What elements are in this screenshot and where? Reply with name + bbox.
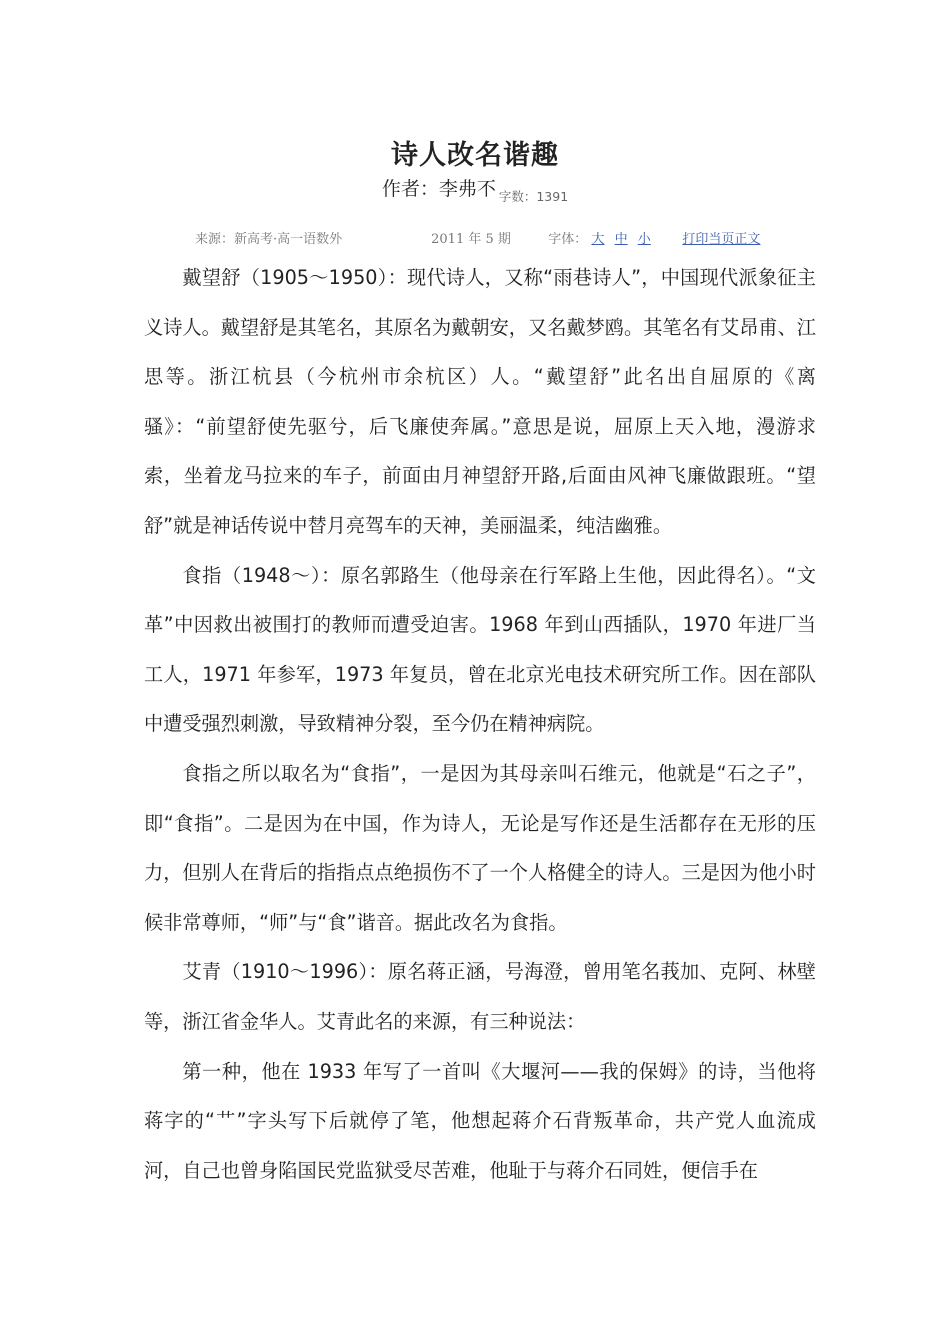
paragraph: 艾青（1910～1996）：原名蒋正涵，号海澄，曾用笔名莪加、克阿、林壁等，浙江省金华人。艾青此名的来源，有三种说法： — [144, 960, 816, 1033]
source-text: 来源：新高考·高一语数外 — [195, 232, 343, 247]
paragraph: 食指之所以取名为“食指”，一是因为其母亲叫石维元，他就是“石之子”，即“食指”。二是因为在中国，作为诗人，无论是写作还是生活都存在无形的压力，但别人在背后的指指点点绝损伤不了一个人格健全的诗人。三是因为他小时候非常尊师，“师”与“食”谐音。据此改名为食指。 — [144, 761, 816, 934]
paragraph: 食指（1948～）：原名郭路生（他母亲在行军路上生他，因此得名）。“文革”中因救出被围打的教师而遭受迫害。1968 年到山西插队，1970 年进厂当工人，1971 年参军，1973 年复员，曾在北京光电技术研究所工作。因在部队中遭受强烈刺激，导致精神分裂，至今仍在精神病院。 — [144, 563, 816, 736]
word-count: 字数：1391 — [498, 189, 569, 204]
paragraph: 第一种，他在 1933 年写了一首叫《大堰河——我的保姆》的诗，当他将蒋字的“艹”字头写下后就停了笔，他想起蒋介石背叛革命，共产党人血流成河，自己也曾身陷国民党监狱受尽苦难，他耻于与蒋介石同姓，便信手在 — [144, 1059, 816, 1182]
author-name: 李弗不 — [438, 178, 496, 200]
font-size-large-link[interactable]: 大 — [591, 232, 605, 247]
font-size-small-link[interactable]: 小 — [637, 232, 651, 247]
font-size-controls — [548, 228, 678, 247]
author-label: 作者： — [381, 178, 439, 200]
article-title: 诗人改名谐趣 — [391, 140, 559, 171]
byline — [0, 174, 950, 204]
paragraph: 戴望舒（1905～1950）：现代诗人，又称“雨巷诗人”，中国现代派象征主义诗人。戴望舒是其笔名，其原名为戴朝安，又名戴梦鸥。其笔名有艾昂甫、江思等。浙江杭县（今杭州市余杭区）人。“戴望舒”此名出自屈原的《离骚》：“前望舒使先驱兮，后飞廉使奔属。”意思是说，屈原上天入地，漫游求索，坐着龙马拉来的车子，前面由月神望舒开路,后面由风神飞廉做跟班。“望舒”就是神话传说中替月亮驾车的天神，美丽温柔，纯洁幽雅。 — [144, 266, 816, 537]
font-size-label: 字体： — [548, 232, 588, 247]
meta-bar — [195, 228, 815, 247]
article-body — [144, 253, 816, 1195]
issue-date: 2011 年 5 期 — [431, 232, 511, 247]
font-size-medium-link[interactable]: 中 — [614, 232, 628, 247]
print-page-link[interactable]: 打印当页正文 — [682, 232, 761, 247]
